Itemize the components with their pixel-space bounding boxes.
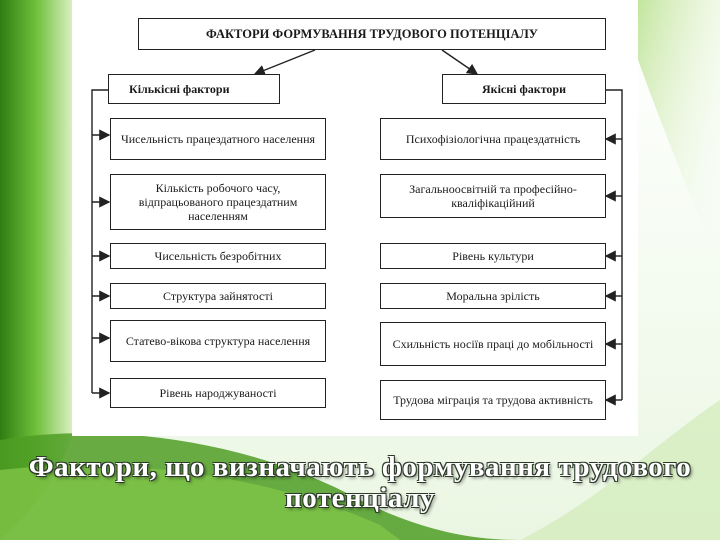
left-item: Чисельність працездатного населення — [110, 118, 326, 160]
right-item: Рівень культури — [380, 243, 606, 269]
left-header: Кількісні фактори — [108, 74, 280, 104]
right-item: Схильність носіїв праці до мобільності — [380, 322, 606, 366]
left-item: Рівень народжуваності — [110, 378, 326, 408]
right-item: Загальноосвітній та професійно-кваліфікаційний — [380, 174, 606, 218]
left-item: Чисельність безробітних — [110, 243, 326, 269]
left-item: Кількість робочого часу, відпрацьованого працездатним населенням — [110, 174, 326, 230]
left-item: Статево-вікова структура населення — [110, 320, 326, 362]
right-item: Моральна зрілість — [380, 283, 606, 309]
right-header: Якісні фактори — [442, 74, 606, 104]
diagram-title: ФАКТОРИ ФОРМУВАННЯ ТРУДОВОГО ПОТЕНЦІАЛУ — [138, 18, 606, 50]
slide-caption: Фактори, що визначають формування трудового потенціалу — [28, 451, 692, 514]
right-item: Психофізіологічна працездатність — [380, 118, 606, 160]
right-item: Трудова міграція та трудова активність — [380, 380, 606, 420]
left-item: Структура зайнятості — [110, 283, 326, 309]
